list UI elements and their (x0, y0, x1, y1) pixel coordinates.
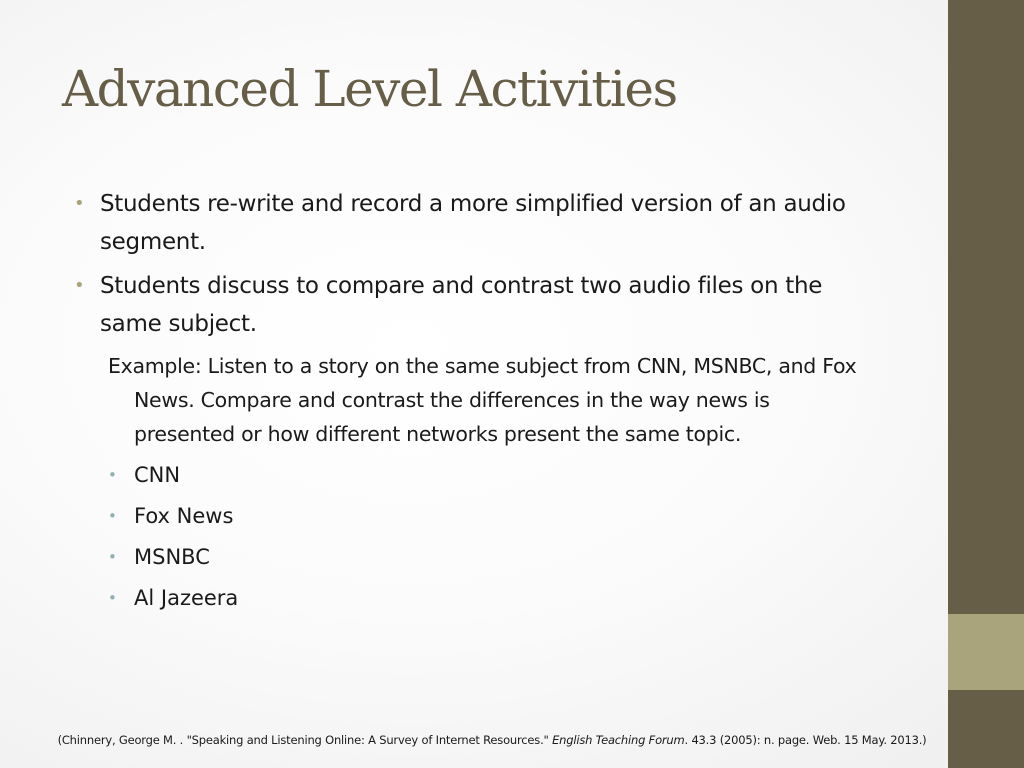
bullet-item-rewrite (74, 185, 874, 261)
bullet-text: Students re-write and record a more simplified version of an audio segment. (100, 191, 846, 255)
citation-suffix: . 43.3 (2005): n. page. Web. 15 May. 2013.) (684, 733, 927, 747)
citation (0, 733, 984, 747)
bullet-icon: • (74, 275, 85, 296)
decorative-sidebar (948, 0, 1024, 768)
network-label: Fox News (134, 504, 234, 528)
citation-prefix: (Chinnery, George M. . "Speaking and Listening Online: A Survey of Internet Resources." (57, 733, 553, 747)
sub-bullet-icon: • (108, 548, 117, 566)
bullet-icon: • (74, 193, 85, 214)
slide-title: Advanced Level Activities (62, 60, 677, 118)
example-paragraph: Example: Listen to a story on the same subject from CNN, MSNBC, and Fox News. Compare and contrast the differences in the way news is presented or how different networks present the same topic. (108, 354, 857, 446)
bullet-item-compare (74, 267, 874, 343)
sidebar-accent-block (948, 614, 1024, 690)
sub-bullet-icon: • (108, 589, 117, 607)
slide-content (74, 185, 874, 619)
bullet-text: Students discuss to compare and contrast two audio files on the same subject. (100, 273, 823, 337)
network-item-cnn (108, 455, 874, 496)
citation-journal: English Teaching Forum (552, 733, 685, 747)
sub-bullet-icon: • (108, 466, 117, 484)
network-item-al-jazeera (108, 578, 874, 619)
network-item-fox-news (108, 496, 874, 537)
network-label: Al Jazeera (134, 586, 239, 610)
network-label: CNN (134, 463, 181, 487)
network-label: MSNBC (134, 545, 210, 569)
network-item-msnbc (108, 537, 874, 578)
sub-bullet-icon: • (108, 507, 117, 525)
